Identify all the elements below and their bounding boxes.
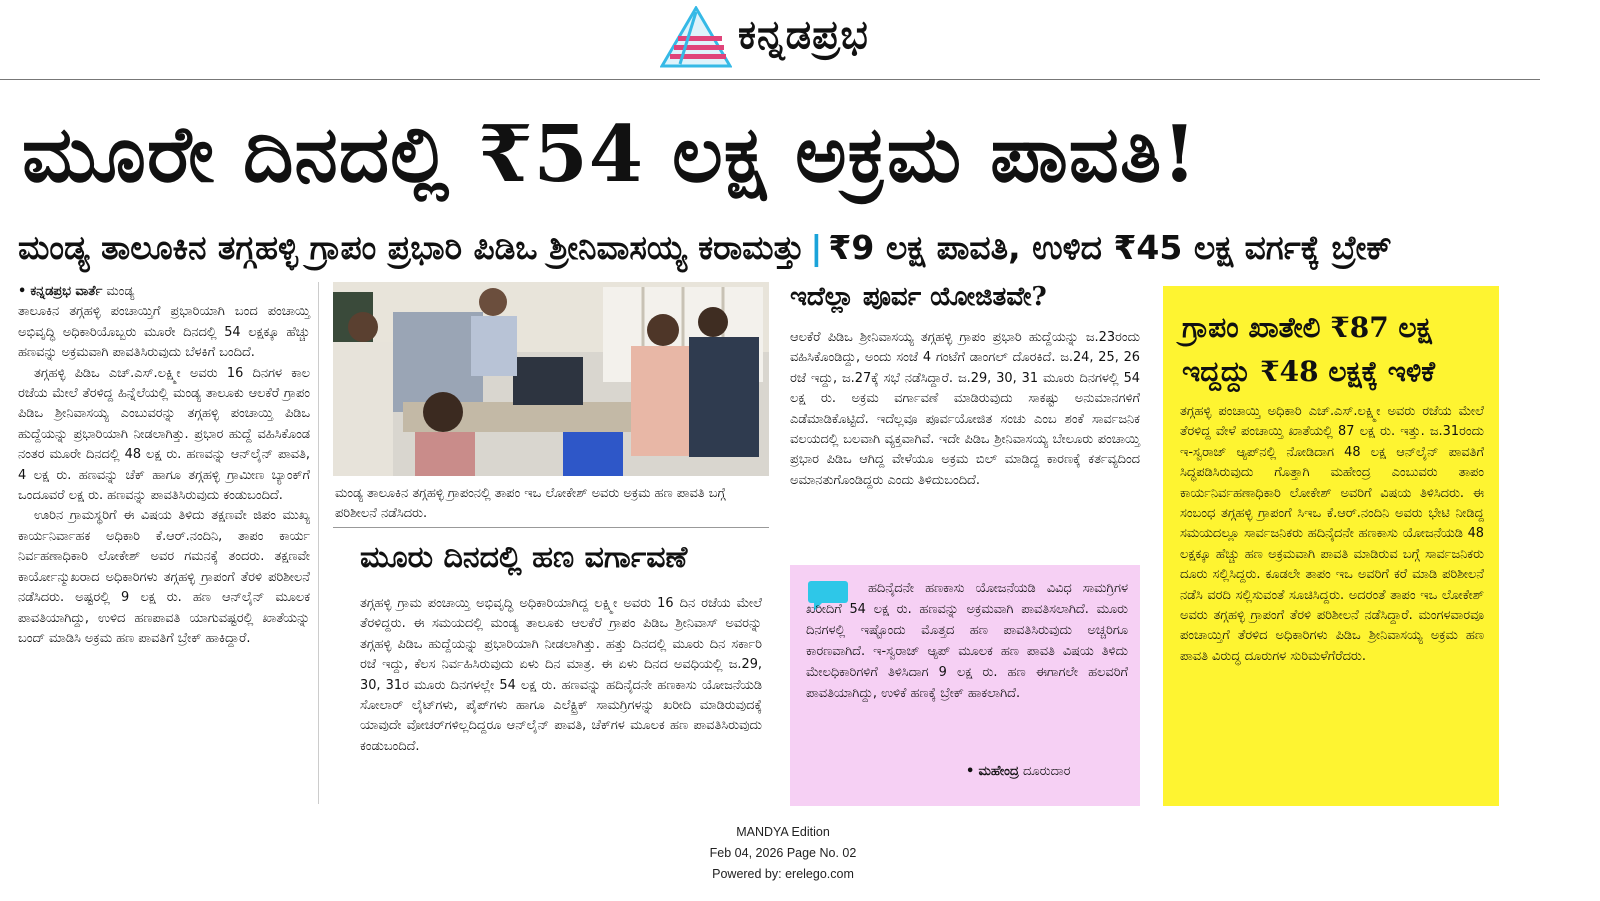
side-box-heading	[1182, 306, 1492, 394]
lead-paragraph-1: ತಾಲೂಕಿನ ತಗ್ಗಹಳ್ಳಿ ಪಂಚಾಯ್ತಿಗೆ ಪ್ರಭಾರಿಯಾಗಿ ಬಂದ ಪಂಚಾಯ್ತಿ ಅಭಿವೃದ್ಧಿ ಅಧಿಕಾರಿಯೊಬ್ಬರು ಮೂರೇ ದಿನದಲ್ಲಿ 54 ಲಕ್ಷಕ್ಕೂ ಹೆಚ್ಚು ಹಣವನ್ನು ಅಕ್ರಮವಾಗಿ ಪಾವತಿಸಿರುವುದು ಬೆಳಕಿಗೆ ಬಂದಿದೆ.	[18, 304, 310, 361]
lead-story-column	[18, 282, 310, 649]
caption-divider	[333, 527, 769, 528]
byline-paper: ಕನ್ನಡಪ್ರಭ ವಾರ್ತೆ	[30, 284, 103, 299]
footer-edition: MANDYA Edition	[736, 825, 830, 839]
masthead-divider	[0, 79, 1540, 80]
byline-place: ಮಂಡ್ಯ	[106, 284, 135, 299]
right-story-heading: ಇದೆಲ್ಲಾ ಪೂರ್ವ ಯೋಜಿತವೇ?	[790, 282, 1047, 312]
byline-bullet: •	[18, 284, 27, 299]
quote-box-text	[806, 578, 1128, 704]
office-inspection-photo	[333, 282, 769, 476]
subheadline-right: ₹9 ಲಕ್ಷ ಪಾವತಿ, ಉಳಿದ ₹45 ಲಕ್ಷ ವರ್ಗಕ್ಕೆ ಬ್ರೇಕ್	[828, 228, 1392, 267]
column-divider	[318, 282, 319, 804]
photo-caption: ಮಂಡ್ಯ ತಾಲೂಕಿನ ತಗ್ಗಹಳ್ಳಿ ಗ್ರಾಪಂನಲ್ಲಿ ತಾಪಂ ಇಒ ಲೋಕೇಶ್ ಅವರು ಅಕ್ರಮ ಹಣ ಪಾವತಿ ಬಗ್ಗೆ ಪರಿಶೀಲನೆ ನಡೆಸಿದರು.	[335, 486, 726, 521]
quote-author-role: ದೂರುದಾರ	[1022, 764, 1071, 779]
mid-story-heading: ಮೂರು ದಿನದಲ್ಲಿ ಹಣ ವರ್ಗಾವಣೆ	[360, 540, 688, 575]
quote-box-body: ಹದಿನೈದನೇ ಹಣಕಾಸು ಯೋಜನೆಯಡಿ ವಿವಿಧ ಸಾಮಗ್ರಿಗಳ ಖರೀದಿಗೆ 54 ಲಕ್ಷ ರು. ಹಣವನ್ನು ಅಕ್ರಮವಾಗಿ ಪಾವತಿಸಲಾಗಿದೆ. ಮೂರು ದಿನಗಳಲ್ಲಿ ಇಷ್ಟೊಂದು ಮೊತ್ತದ ಹಣ ಪಾವತಿಸಿರುವುದು ಅಚ್ಚರಿಗೂ ಕಾರಣವಾಗಿದೆ. ಇ-ಸ್ವರಾಜ್ ಆ್ಯಪ್ ಮೂಲಕ ಹಣ ಪಾವತಿ ವಿಷಯ ತಿಳಿದು ಮೇಲಧಿಕಾರಿಗಳಿಗೆ ತಿಳಿಸಿದಾಗ 9 ಲಕ್ಷ ರು. ಹಣ ಈಗಾಗಲೇ ಹಲವರಿಗೆ ಪಾವತಿಯಾಗಿದ್ದು, ಉಳಿಕೆ ಹಣಕ್ಕೆ ಬ್ರೇಕ್ ಹಾಕಲಾಗಿದೆ.	[806, 581, 1128, 701]
main-headline: ಮೂರೇ ದಿನದಲ್ಲಿ ₹54 ಲಕ್ಷ ಅಕ್ರಮ ಪಾವತಿ!	[22, 109, 1198, 200]
footer-powered-by[interactable]: Powered by: erelego.com	[712, 867, 854, 881]
subheadline	[18, 228, 1548, 268]
byline	[18, 282, 310, 302]
right-story-body: ಆಲಕೆರೆ ಪಿಡಿಒ ಶ್ರೀನಿವಾಸಯ್ಯ ತಗ್ಗಹಳ್ಳಿ ಗ್ರಾಪಂ ಪ್ರಭಾರಿ ಹುದ್ದೆಯನ್ನು ಜ.23ರಂದು ವಹಿಸಿಕೊಂಡಿದ್ದು, ಅಂದು ಸಂಜೆ 4 ಗಂಟೆಗೆ ಡಾಂಗಲ್ ದೊರಕಿದೆ. ಜ.24, 25, 26 ರಜೆ ಇದ್ದು, ಜ.27ಕ್ಕೆ ಸಭೆ ನಡೆಸಿದ್ದಾರೆ. ಜ.29, 30, 31 ಮೂರು ದಿನಗಳಲ್ಲಿ 54 ಲಕ್ಷ ರು. ಅಕ್ರಮ ವರ್ಗಾವಣೆ ಮಾಡಿರುವುದು ಸಾಕಷ್ಟು ಅನುಮಾನಗಳಿಗೆ ಎಡೆಮಾಡಿಕೊಟ್ಟಿದೆ. ಇದೆಲ್ಲವೂ ಪೂರ್ವಯೋಜಿತ ಸಂಚು ಎಂಬ ಶಂಕೆ ಸಾರ್ವಜನಿಕ ವಲಯದಲ್ಲಿ ಬಲವಾಗಿ ವ್ಯಕ್ತವಾಗಿವೆ. ಇದೇ ಪಿಡಿಒ ಶ್ರೀನಿವಾಸಯ್ಯ ಬೇಲೂರು ಪಂಚಾಯ್ತಿ ಪ್ರಭಾರ ಪಿಡಿಒ ಆಗಿದ್ದ ವೇಳೆಯೂ ಅಕ್ರಮ ಬಿಲ್ ಮಾಡಿದ್ದ ಕಾರಣಕ್ಕೆ ಕರ್ತವ್ಯದಿಂದ ಅಮಾನತುಗೊಂಡಿದ್ದರು ಎಂದು ತಿಳಿದುಬಂದಿದೆ.	[790, 330, 1140, 488]
side-box-heading-line-2: ಇದ್ದದ್ದು ₹48 ಲಕ್ಷಕ್ಕೆ ಇಳಿಕೆ	[1182, 355, 1435, 388]
subheadline-left: ಮಂಡ್ಯ ತಾಲೂಕಿನ ತಗ್ಗಹಳ್ಳಿ ಗ್ರಾಪಂ ಪ್ರಭಾರಿ ಪಿಡಿಒ ಶ್ರೀನಿವಾಸಯ್ಯ ಕರಾಮತ್ತು	[18, 228, 805, 267]
page-footer	[0, 822, 1566, 885]
side-box-heading-line-1: ಗ್ರಾಪಂ ಖಾತೇಲಿ ₹87 ಲಕ್ಷ	[1182, 311, 1432, 344]
subheadline-separator: |	[810, 228, 823, 267]
logo-triangle-icon	[660, 6, 732, 68]
quote-author	[966, 764, 1071, 779]
lead-paragraph-3: ಊರಿನ ಗ್ರಾಮಸ್ಥರಿಗೆ ಈ ವಿಷಯ ತಿಳಿದು ತಕ್ಷಣವೇ ಜಿಪಂ ಮುಖ್ಯ ಕಾರ್ಯನಿರ್ವಾಹಕ ಅಧಿಕಾರಿ ಕೆ.ಆರ್.ನಂದಿನಿ, ತಾಪಂ ಕಾರ್ಯ ನಿರ್ವಹಣಾಧಿಕಾರಿ ಲೋಕೇಶ್ ಅವರ ಗಮನಕ್ಕೆ ತಂದರು. ತಕ್ಷಣವೇ ಕಾರ್ಯೋನ್ಮುಖರಾದ ಅಧಿಕಾರಿಗಳು ತಗ್ಗಹಳ್ಳಿ ಗ್ರಾಪಂಗೆ ತೆರಳಿ ಪರಿಶೀಲನೆ ನಡೆಸಿದರು. ಅಷ್ಟರಲ್ಲಿ 9 ಲಕ್ಷ ರು. ಹಣ ಆನ್‌ಲೈನ್ ಮೂಲಕ ಪಾವತಿಯಾಗಿದ್ದು, ಉಳಿದ ಹಣಪಾವತಿ ಯಾಗುವಷ್ಟರಲ್ಲಿ ಖಾತೆಯನ್ನು ಬಂದ್ ಮಾಡಿಸಿ ಅಕ್ರಮ ಹಣ ಪಾವತಿಗೆ ಬ್ರೇಕ್ ಹಾಕಿದ್ದಾರೆ.	[18, 508, 310, 646]
quote-author-name: ಮಹೇಂದ್ರ	[978, 764, 1019, 779]
side-box-body: ತಗ್ಗಹಳ್ಳಿ ಪಂಚಾಯ್ತಿ ಅಧಿಕಾರಿ ಎಚ್.ಎಸ್.ಲಕ್ಷ್ಮೀ ಅವರು ರಜೆಯ ಮೇಲೆ ತೆರಳಿದ್ದ ವೇಳೆ ಪಂಚಾಯ್ತಿ ಖಾತೆಯಲ್ಲಿ 87 ಲಕ್ಷ ರು. ಇತ್ತು. ಜ.31ರಂದು ಇ-ಸ್ವರಾಜ್ ಆ್ಯಪ್‌ನಲ್ಲಿ ನೋಡಿದಾಗ 48 ಲಕ್ಷ ಆನ್‌ಲೈನ್ ಪಾವತಿಗೆ ಸಿದ್ಧಪಡಿಸಿರುವುದು ಗೊತ್ತಾಗಿ ಮಹೇಂದ್ರ ಎಂಬುವರು ತಾಪಂ ಕಾರ್ಯನಿರ್ವಹಣಾಧಿಕಾರಿ ಲೋಕೇಶ್ ಅವರಿಗೆ ವಿಷಯ ತಿಳಿಸಿದರು. ಈ ಸಂಬಂಧ ತಗ್ಗಹಳ್ಳಿ ಗ್ರಾಪಂಗೆ ಸಿಇಒ ಕೆ.ಆರ್.ನಂದಿನಿ ಅವರು ಭೇಟಿ ನೀಡಿದ್ದ ಸಮಯದಲ್ಲೂ ಸಾರ್ವಜನಿಕರು ಹದಿನೈದನೇ ಹಣಕಾಸು ಯೋಜನೆಯಡಿ 48 ಲಕ್ಷಕ್ಕೂ ಹೆಚ್ಚು ಹಣ ಅಕ್ರಮವಾಗಿ ಪಾವತಿ ಮಾಡಿರುವ ಬಗ್ಗೆ ಸಾರ್ವಜನಿಕರು ದೂರು ಸಲ್ಲಿಸಿದ್ದರು. ಕೂಡಲೇ ತಾಪಂ ಇಒ ಅವರಿಗೆ ಕರೆ ಮಾಡಿ ಪರಿಶೀಲನೆ ನಡೆಸಿ ವರದಿ ಸಲ್ಲಿಸುವಂತೆ ಸೂಚಿಸಿದ್ದರು. ಅದರಂತೆ ತಾಪಂ ಇಒ ಲೋಕೇಶ್ ಅವರು ತಗ್ಗಹಳ್ಳಿ ಗ್ರಾಪಂಗೆ ತೆರಳಿ ಪರಿಶೀಲನೆ ನಡೆಸಿದ್ದಾರೆ. ಮಂಗಳವಾರವೂ ಪಂಚಾಯ್ತಿಗೆ ತೆರಳಿದ ಅಧಿಕಾರಿಗಳು ಪಿಡಿಒ ಶ್ರೀನಿವಾಸಯ್ಯ ಅಕ್ರಮ ಹಣ ಪಾವತಿ ವಿರುದ್ಧ ದೂರುಗಳ ಸುರಿಮಳೆಗೆರೆದರು.	[1180, 404, 1484, 664]
news-photo	[333, 282, 769, 476]
masthead-title: ಕನ್ನಡಪ್ರಭ	[738, 12, 869, 58]
footer-date-page: Feb 04, 2026 Page No. 02	[709, 846, 857, 860]
mid-story-body: ತಗ್ಗಹಳ್ಳಿ ಗ್ರಾಮ ಪಂಚಾಯ್ತಿ ಅಭಿವೃದ್ಧಿ ಅಧಿಕಾರಿಯಾಗಿದ್ದ ಲಕ್ಷ್ಮೀ ಅವರು 16 ದಿನ ರಜೆಯ ಮೇಲೆ ತೆರಳಿದ್ದರು. ಈ ಸಮಯದಲ್ಲಿ ಮಂಡ್ಯ ತಾಲೂಕು ಆಲಕೆರೆ ಗ್ರಾಪಂ ಪಿಡಿಒ ಶ್ರೀನಿವಾಸ್ ಅವರನ್ನು ತಗ್ಗಹಳ್ಳಿ ಪಿಡಿಒ ಹುದ್ದೆಯನ್ನು ಪ್ರಭಾರಿಯಾಗಿ ನೀಡಲಾಗಿತ್ತು. ಹತ್ತು ದಿನದಲ್ಲಿ ಮೂರು ದಿನ ಸರ್ಕಾರಿ ರಜೆ ಇದ್ದು, ಕೆಲಸ ನಿರ್ವಹಿಸಿರುವುದು ಏಳು ದಿನ ಮಾತ್ರ. ಈ ಏಳು ದಿನದ ಅವಧಿಯಲ್ಲಿ ಜ.29, 30, 31ರ ಮೂರು ದಿನಗಳಲ್ಲೇ 54 ಲಕ್ಷ ರು. ಹಣವನ್ನು ಹದಿನೈದನೇ ಹಣಕಾಸು ಯೋಜನೆಯಡಿ ಸೋಲಾರ್ ಲೈಟ್‌ಗಳು, ಪೈಪ್‌ಗಳು ಹಾಗೂ ಎಲೆಕ್ಟ್ರಿಕ್ ಸಾಮಗ್ರಿಗಳನ್ನು ಖರೀದಿ ಮಾಡಿರುವುದಕ್ಕೆ ಯಾವುದೇ ವೋಚರ್‌ಗಳಿಲ್ಲದಿದ್ದರೂ ಆನ್‌ಲೈನ್ ಪಾವತಿ, ಚೆಕ್‌ಗಳ ಮೂಲಕ ಹಣ ಪಾವತಿಸಿರುವುದು ಕಂಡುಬಂದಿದೆ.	[360, 596, 762, 754]
lead-paragraph-2: ತಗ್ಗಹಳ್ಳಿ ಪಿಡಿಒ ಎಚ್.ಎಸ್.ಲಕ್ಷ್ಮೀ ಅವರು 16 ದಿನಗಳ ಕಾಲ ರಜೆಯ ಮೇಲೆ ತೆರಳಿದ್ದ ಹಿನ್ನೆಲೆಯಲ್ಲಿ ಮಂಡ್ಯ ತಾಲೂಕು ಆಲಕೆರೆ ಗ್ರಾಪಂ ಪಿಡಿಒ ಶ್ರೀನಿವಾಸಯ್ಯ ಎಂಬುವರನ್ನು ತಗ್ಗಹಳ್ಳಿ ಪಂಚಾಯ್ತಿ ಪಿಡಿಒ ಹುದ್ದೆಯನ್ನು ಪ್ರಭಾರಿಯಾಗಿ ನೀಡಲಾಗಿತ್ತು. ಪ್ರಭಾರ ಹುದ್ದೆ ವಹಿಸಿಕೊಂಡ ನಂತರ ಮೂರೇ ದಿನದಲ್ಲಿ 48 ಲಕ್ಷ ರು. ಹಣವನ್ನು ಆನ್‌ಲೈನ್ ಪಾವತಿ, 4 ಲಕ್ಷ ರು. ಹಣವನ್ನು ಚೆಕ್ ಹಾಗೂ ತಗ್ಗಹಳ್ಳಿ ಗ್ರಾಮೀಣ ಬ್ಯಾಂಕ್‌ಗೆ ಒಂದೂವರೆ ಲಕ್ಷ ರು. ಹಣವನ್ನು ಪಾವತಿಸಿರುವುದು ಕಂಡುಬಂದಿದೆ.	[18, 365, 310, 504]
quote-author-bullet: •	[966, 764, 975, 779]
